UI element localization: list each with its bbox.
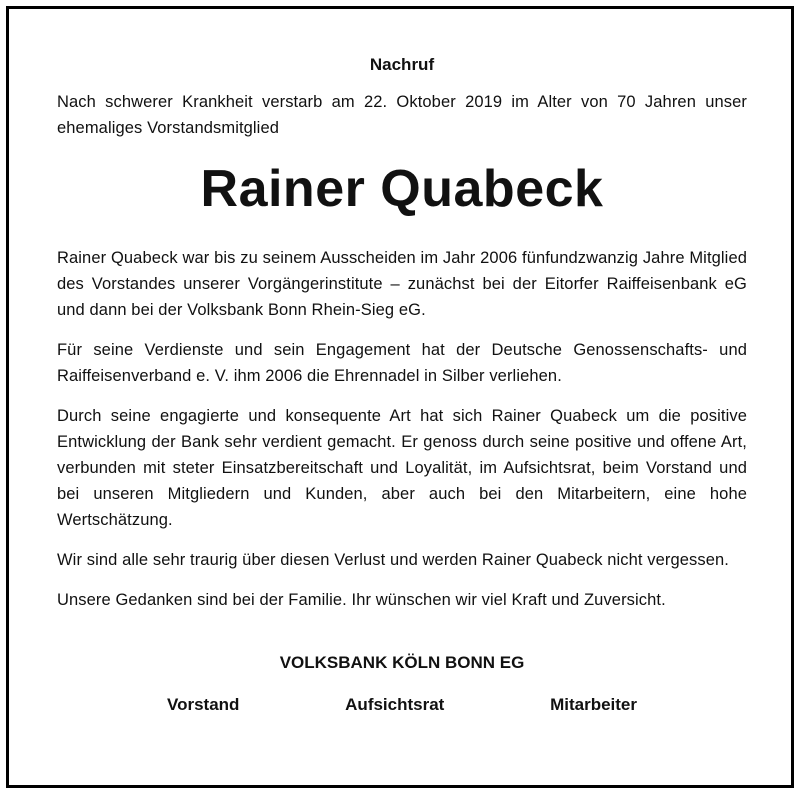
paragraph-grief: Wir sind alle sehr traurig über diesen Verlust und werden Rainer Quabeck nicht vergessen. [57,551,729,569]
paragraph-condolence: Unsere Gedanken sind bei der Familie. Ihr wünschen wir viel Kraft und Zuversicht. [57,591,666,609]
notice-frame [6,6,794,788]
paragraph-merits: Durch seine engagierte und konsequente Art hat sich Rainer Quabeck um die positive Entwicklung der Bank sehr verdient gemacht. Er genoss durch seine positive und offene Art, verbunden mit steter Einsatzbereitschaft und Loyalität, im Aufsichtsrat, beim Vorstand und bei unseren Mitgliedern und Kunden, aber auch bei den Mitarbeitern, eine hohe Wertschätzung. [57,407,747,529]
signers-row [167,695,637,715]
paragraph-award: Für seine Verdienste und sein Engagement hat der Deutsche Genossenschafts- und Raiffeisenverband e. V. ihm 2006 die Ehrennadel in Silber verliehen. [57,341,747,385]
intro-paragraph: Nach schwerer Krankheit verstarb am 22. Oktober 2019 im Alter von 70 Jahren unser ehemaliges Vorstandsmitglied [57,93,747,137]
paragraph-career: Rainer Quabeck war bis zu seinem Ausscheiden im Jahr 2006 fünfundzwanzig Jahre Mitglied des Vorstandes unserer Vorgängerinstitute – zunächst bei der Eitorfer Raiffeisenbank eG und dann bei der Volksbank Bonn Rhein-Sieg eG. [57,249,747,319]
notice-content [57,47,747,715]
signer-employees: Mitarbeiter [550,695,637,714]
signer-board: Vorstand [167,695,240,714]
bank-name: VOLKSBANK KÖLN BONN EG [279,653,525,672]
deceased-name: Rainer Quabeck [200,160,604,218]
notice-heading: Nachruf [369,55,435,74]
signer-supervisory-board: Aufsichtsrat [345,695,445,714]
